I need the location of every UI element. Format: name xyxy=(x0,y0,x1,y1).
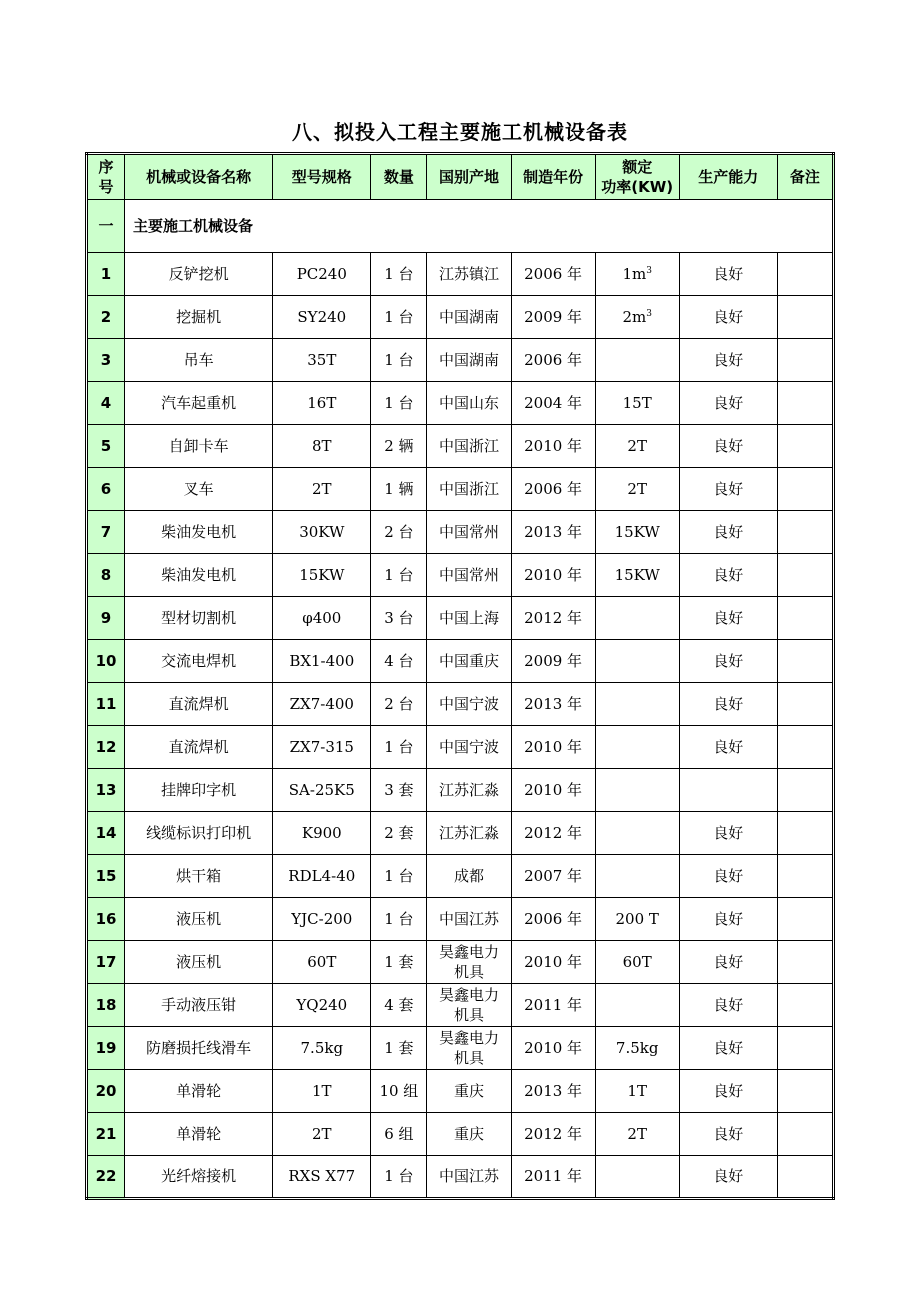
row-capacity: 良好 xyxy=(679,640,777,683)
row-remark xyxy=(777,769,833,812)
row-qty: 1 台 xyxy=(371,1156,427,1199)
row-qty: 1 台 xyxy=(371,898,427,941)
row-origin: 中国常州 xyxy=(427,554,511,597)
row-model: 30KW xyxy=(273,511,371,554)
row-remark xyxy=(777,468,833,511)
row-seq: 6 xyxy=(87,468,125,511)
row-year: 2011 年 xyxy=(511,984,595,1027)
table-row xyxy=(87,1156,834,1199)
row-qty: 4 套 xyxy=(371,984,427,1027)
row-remark xyxy=(777,1156,833,1199)
row-power-text: 1m xyxy=(622,264,647,283)
table-row xyxy=(87,1113,834,1156)
row-origin: 中国重庆 xyxy=(427,640,511,683)
row-year: 2013 年 xyxy=(511,511,595,554)
row-remark xyxy=(777,941,833,984)
row-name: 烘干箱 xyxy=(125,855,273,898)
row-capacity: 良好 xyxy=(679,554,777,597)
row-power xyxy=(595,640,679,683)
row-origin: 中国山东 xyxy=(427,382,511,425)
row-power xyxy=(595,339,679,382)
table-row xyxy=(87,382,834,425)
row-origin-text: 昊鑫电力机具 xyxy=(438,1029,499,1067)
table-row xyxy=(87,253,834,296)
row-remark xyxy=(777,339,833,382)
row-qty: 3 套 xyxy=(371,769,427,812)
row-model: 60T xyxy=(273,941,371,984)
row-power xyxy=(595,898,679,941)
row-name: 叉车 xyxy=(125,468,273,511)
header-capacity: 生产能力 xyxy=(679,154,777,200)
row-name: 挂牌印字机 xyxy=(125,769,273,812)
table-row xyxy=(87,812,834,855)
row-power xyxy=(595,296,679,339)
section-row xyxy=(87,200,834,253)
row-name: 液压机 xyxy=(125,898,273,941)
row-seq: 11 xyxy=(87,683,125,726)
row-seq: 17 xyxy=(87,941,125,984)
row-power xyxy=(595,683,679,726)
row-power xyxy=(595,1113,679,1156)
header-power-line1: 额定 xyxy=(622,158,653,176)
row-seq: 18 xyxy=(87,984,125,1027)
row-qty: 1 台 xyxy=(371,554,427,597)
row-capacity: 良好 xyxy=(679,296,777,339)
row-model: ZX7-315 xyxy=(273,726,371,769)
row-power-text: 60T xyxy=(622,952,652,971)
row-year: 2011 年 xyxy=(511,1156,595,1199)
row-qty: 2 台 xyxy=(371,511,427,554)
row-seq: 12 xyxy=(87,726,125,769)
row-model: ZX7-400 xyxy=(273,683,371,726)
table-row xyxy=(87,554,834,597)
row-seq: 2 xyxy=(87,296,125,339)
row-capacity: 良好 xyxy=(679,812,777,855)
table-row xyxy=(87,296,834,339)
row-model: K900 xyxy=(273,812,371,855)
table-row xyxy=(87,1027,834,1070)
row-power xyxy=(595,855,679,898)
row-model: 8T xyxy=(273,425,371,468)
row-power xyxy=(595,468,679,511)
row-remark xyxy=(777,1070,833,1113)
row-year: 2004 年 xyxy=(511,382,595,425)
table-row xyxy=(87,640,834,683)
row-model: 16T xyxy=(273,382,371,425)
row-power xyxy=(595,253,679,296)
row-capacity: 良好 xyxy=(679,1070,777,1113)
row-seq: 4 xyxy=(87,382,125,425)
row-origin: 中国浙江 xyxy=(427,468,511,511)
row-qty: 1 台 xyxy=(371,253,427,296)
row-model: 15KW xyxy=(273,554,371,597)
row-seq: 10 xyxy=(87,640,125,683)
row-power xyxy=(595,597,679,640)
table-row xyxy=(87,425,834,468)
row-qty: 2 辆 xyxy=(371,425,427,468)
row-year: 2006 年 xyxy=(511,339,595,382)
row-capacity: 良好 xyxy=(679,511,777,554)
row-capacity: 良好 xyxy=(679,855,777,898)
row-origin xyxy=(427,941,511,984)
row-capacity: 良好 xyxy=(679,683,777,726)
row-power-text: 7.5kg xyxy=(615,1038,659,1057)
row-capacity: 良好 xyxy=(679,984,777,1027)
row-capacity: 良好 xyxy=(679,726,777,769)
row-seq: 19 xyxy=(87,1027,125,1070)
row-name: 防磨损托线滑车 xyxy=(125,1027,273,1070)
row-power xyxy=(595,812,679,855)
row-power xyxy=(595,941,679,984)
row-year: 2012 年 xyxy=(511,1113,595,1156)
row-name: 交流电焊机 xyxy=(125,640,273,683)
table-row xyxy=(87,769,834,812)
row-power-text: 2T xyxy=(627,1124,647,1143)
equipment-table xyxy=(85,152,835,1200)
row-seq: 3 xyxy=(87,339,125,382)
table-row xyxy=(87,511,834,554)
row-power xyxy=(595,769,679,812)
row-origin: 中国江苏 xyxy=(427,898,511,941)
row-name: 柴油发电机 xyxy=(125,554,273,597)
row-model: BX1-400 xyxy=(273,640,371,683)
row-power xyxy=(595,511,679,554)
row-year: 2013 年 xyxy=(511,1070,595,1113)
row-power-text: 2T xyxy=(627,436,647,455)
row-remark xyxy=(777,554,833,597)
row-year: 2010 年 xyxy=(511,554,595,597)
row-model: 2T xyxy=(273,1113,371,1156)
row-origin: 中国宁波 xyxy=(427,726,511,769)
row-model: RDL4-40 xyxy=(273,855,371,898)
row-year: 2006 年 xyxy=(511,253,595,296)
row-name: 自卸卡车 xyxy=(125,425,273,468)
row-capacity: 良好 xyxy=(679,941,777,984)
row-name: 反铲挖机 xyxy=(125,253,273,296)
row-name: 吊车 xyxy=(125,339,273,382)
row-seq: 9 xyxy=(87,597,125,640)
row-origin: 中国江苏 xyxy=(427,1156,511,1199)
row-qty: 1 台 xyxy=(371,726,427,769)
row-remark xyxy=(777,1113,833,1156)
row-name: 单滑轮 xyxy=(125,1113,273,1156)
row-seq: 1 xyxy=(87,253,125,296)
row-capacity: 良好 xyxy=(679,382,777,425)
section-title: 主要施工机械设备 xyxy=(125,200,834,253)
row-seq: 15 xyxy=(87,855,125,898)
row-origin xyxy=(427,1027,511,1070)
row-qty: 6 组 xyxy=(371,1113,427,1156)
row-name: 直流焊机 xyxy=(125,726,273,769)
row-origin-text: 昊鑫电力机具 xyxy=(438,986,499,1024)
row-power xyxy=(595,425,679,468)
row-power xyxy=(595,984,679,1027)
row-model: 1T xyxy=(273,1070,371,1113)
row-model: YJC-200 xyxy=(273,898,371,941)
row-qty: 1 台 xyxy=(371,855,427,898)
row-capacity xyxy=(679,769,777,812)
header-year: 制造年份 xyxy=(511,154,595,200)
row-qty: 3 台 xyxy=(371,597,427,640)
row-seq: 8 xyxy=(87,554,125,597)
row-qty: 1 辆 xyxy=(371,468,427,511)
row-origin: 中国湖南 xyxy=(427,339,511,382)
row-power-unit-exponent: 3 xyxy=(646,265,652,276)
row-name: 单滑轮 xyxy=(125,1070,273,1113)
row-remark xyxy=(777,597,833,640)
row-power xyxy=(595,726,679,769)
row-origin: 中国常州 xyxy=(427,511,511,554)
row-capacity: 良好 xyxy=(679,597,777,640)
header-model: 型号规格 xyxy=(273,154,371,200)
row-seq: 16 xyxy=(87,898,125,941)
table-row xyxy=(87,726,834,769)
row-qty: 2 台 xyxy=(371,683,427,726)
row-remark xyxy=(777,812,833,855)
row-name: 挖掘机 xyxy=(125,296,273,339)
row-remark xyxy=(777,1027,833,1070)
row-capacity: 良好 xyxy=(679,425,777,468)
row-origin: 中国上海 xyxy=(427,597,511,640)
row-remark xyxy=(777,898,833,941)
header-seq-label: 序号 xyxy=(98,158,114,196)
row-origin-text: 昊鑫电力机具 xyxy=(438,943,499,981)
row-year: 2012 年 xyxy=(511,597,595,640)
row-year: 2010 年 xyxy=(511,941,595,984)
row-power-text: 15T xyxy=(622,393,652,412)
row-model: 2T xyxy=(273,468,371,511)
row-origin: 江苏汇淼 xyxy=(427,812,511,855)
row-qty: 1 套 xyxy=(371,1027,427,1070)
row-power-text: 15KW xyxy=(614,565,660,584)
row-year: 2012 年 xyxy=(511,812,595,855)
row-model: φ400 xyxy=(273,597,371,640)
header-origin: 国别产地 xyxy=(427,154,511,200)
row-seq: 20 xyxy=(87,1070,125,1113)
row-name: 液压机 xyxy=(125,941,273,984)
row-qty: 10 组 xyxy=(371,1070,427,1113)
row-year: 2010 年 xyxy=(511,769,595,812)
table-header-row xyxy=(87,154,834,200)
row-power xyxy=(595,1027,679,1070)
row-power xyxy=(595,382,679,425)
row-remark xyxy=(777,683,833,726)
row-remark xyxy=(777,640,833,683)
header-qty: 数量 xyxy=(371,154,427,200)
table-row xyxy=(87,898,834,941)
row-capacity: 良好 xyxy=(679,468,777,511)
row-qty: 1 台 xyxy=(371,339,427,382)
table-row xyxy=(87,855,834,898)
header-seq xyxy=(87,154,125,200)
row-model: RXS X77 xyxy=(273,1156,371,1199)
row-seq: 14 xyxy=(87,812,125,855)
row-power-text: 15KW xyxy=(614,522,660,541)
header-name: 机械或设备名称 xyxy=(125,154,273,200)
row-qty: 4 台 xyxy=(371,640,427,683)
row-power-text: 2T xyxy=(627,479,647,498)
table-row xyxy=(87,941,834,984)
header-remark: 备注 xyxy=(777,154,833,200)
row-year: 2009 年 xyxy=(511,640,595,683)
row-qty: 1 台 xyxy=(371,296,427,339)
row-remark xyxy=(777,855,833,898)
row-seq: 21 xyxy=(87,1113,125,1156)
row-capacity: 良好 xyxy=(679,1156,777,1199)
row-power xyxy=(595,1070,679,1113)
row-year: 2006 年 xyxy=(511,468,595,511)
table-row xyxy=(87,683,834,726)
row-model: PC240 xyxy=(273,253,371,296)
row-power xyxy=(595,1156,679,1199)
row-origin: 重庆 xyxy=(427,1070,511,1113)
row-qty: 1 套 xyxy=(371,941,427,984)
row-name: 型材切割机 xyxy=(125,597,273,640)
row-model: YQ240 xyxy=(273,984,371,1027)
row-origin: 江苏镇江 xyxy=(427,253,511,296)
row-remark xyxy=(777,726,833,769)
row-seq: 7 xyxy=(87,511,125,554)
row-seq: 22 xyxy=(87,1156,125,1199)
row-model: SA-25K5 xyxy=(273,769,371,812)
row-origin: 重庆 xyxy=(427,1113,511,1156)
row-remark xyxy=(777,511,833,554)
row-origin: 成都 xyxy=(427,855,511,898)
row-power-text: 1T xyxy=(627,1081,647,1100)
row-year: 2013 年 xyxy=(511,683,595,726)
row-qty: 2 套 xyxy=(371,812,427,855)
row-power-text: 200 T xyxy=(615,909,659,928)
row-capacity: 良好 xyxy=(679,898,777,941)
header-power xyxy=(595,154,679,200)
row-origin: 中国宁波 xyxy=(427,683,511,726)
row-year: 2010 年 xyxy=(511,425,595,468)
row-remark xyxy=(777,253,833,296)
row-origin: 江苏汇淼 xyxy=(427,769,511,812)
row-name: 汽车起重机 xyxy=(125,382,273,425)
table-row xyxy=(87,984,834,1027)
row-name: 柴油发电机 xyxy=(125,511,273,554)
table-row xyxy=(87,339,834,382)
row-name: 光纤熔接机 xyxy=(125,1156,273,1199)
row-year: 2010 年 xyxy=(511,1027,595,1070)
row-seq: 13 xyxy=(87,769,125,812)
row-origin xyxy=(427,984,511,1027)
row-remark xyxy=(777,425,833,468)
row-power-unit-exponent: 3 xyxy=(646,308,652,319)
row-model: 7.5kg xyxy=(273,1027,371,1070)
row-capacity: 良好 xyxy=(679,253,777,296)
section-seq: 一 xyxy=(87,200,125,253)
row-capacity: 良好 xyxy=(679,1027,777,1070)
row-origin: 中国湖南 xyxy=(427,296,511,339)
row-model: SY240 xyxy=(273,296,371,339)
row-power-text: 2m xyxy=(622,307,647,326)
table-row xyxy=(87,1070,834,1113)
table-row xyxy=(87,597,834,640)
row-power xyxy=(595,554,679,597)
header-power-line2: 功率(KW) xyxy=(601,178,674,196)
table-row xyxy=(87,468,834,511)
row-capacity: 良好 xyxy=(679,339,777,382)
row-year: 2006 年 xyxy=(511,898,595,941)
row-capacity: 良好 xyxy=(679,1113,777,1156)
row-seq: 5 xyxy=(87,425,125,468)
row-origin: 中国浙江 xyxy=(427,425,511,468)
row-year: 2009 年 xyxy=(511,296,595,339)
page-title: 八、拟投入工程主要施工机械设备表 xyxy=(292,120,628,144)
row-model: 35T xyxy=(273,339,371,382)
row-year: 2010 年 xyxy=(511,726,595,769)
row-name: 线缆标识打印机 xyxy=(125,812,273,855)
row-remark xyxy=(777,984,833,1027)
row-remark xyxy=(777,382,833,425)
row-name: 直流焊机 xyxy=(125,683,273,726)
row-remark xyxy=(777,296,833,339)
row-qty: 1 台 xyxy=(371,382,427,425)
row-year: 2007 年 xyxy=(511,855,595,898)
row-name: 手动液压钳 xyxy=(125,984,273,1027)
